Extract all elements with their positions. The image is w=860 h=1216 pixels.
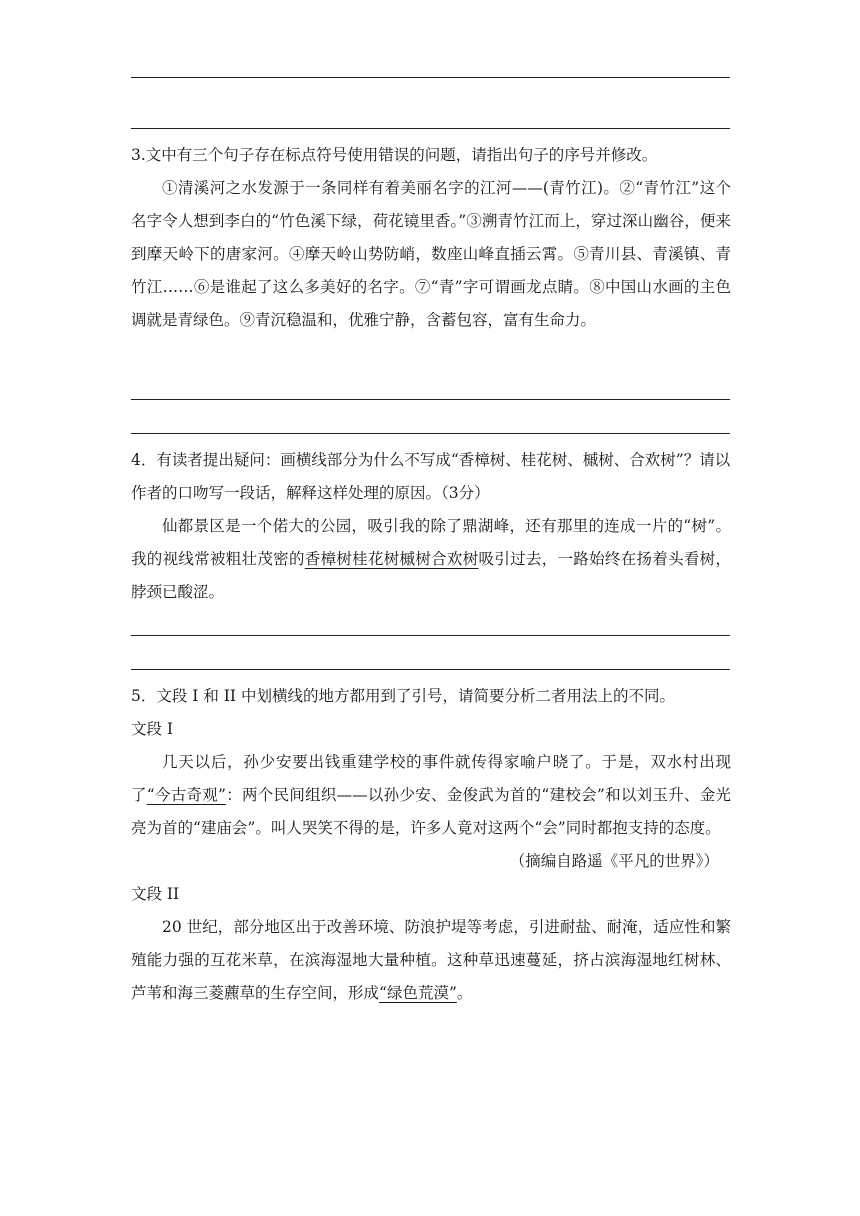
passage-text: 吸引过去，一路始终在扬着头看树，脖颈已酸涩。 — [131, 550, 731, 601]
passage-text: 。 — [456, 984, 473, 1002]
answer-line — [131, 433, 730, 434]
answer-line — [131, 669, 730, 670]
passage-text: 仙都景区是一个偌大的公园，吸引我的除了鼎湖峰，还有那里的连成一片的“树”。我的视线常被粗壮茂密的 — [131, 517, 731, 568]
question-4-prompt: 4．有读者提出疑问：画横线部分为什么不写成“香樟树、桂花树、槭树、合欢树”？请以作者的口吻写一段话，解释这样处理的原因。（3分） — [131, 451, 731, 502]
question-5-prompt: 5．文段 I 和 II 中划横线的地方都用到了引号，请简要分析二者用法上的不同。 — [131, 687, 675, 705]
passage-label-2: 文段 II — [131, 885, 180, 903]
answer-line — [131, 635, 730, 636]
passage-label-1: 文段 I — [131, 720, 174, 738]
passage-1 — [131, 746, 731, 845]
question-4-passage — [131, 510, 731, 609]
underlined-phrase: “今古奇观” — [146, 786, 226, 804]
passage-2 — [131, 911, 731, 1010]
question-3 — [131, 139, 731, 337]
answer-line — [131, 399, 730, 400]
passage-text: 几天以后，孙少安要出钱重建学校的事件就传得家喻户晓了。于是，双水村出现了 — [131, 753, 731, 804]
passage-text: ：两个民间组织——以孙少安、金俊武为首的“建校会”和以刘玉升、金光亮为首的“建庙会”。叫人哭笑不得的是，许多人竟对这两个“会”同时都抱支持的态度。 — [131, 786, 731, 837]
passage-text: 20 世纪，部分地区出于改善环境、防浪护堤等考虑，引进耐盐、耐淹，适应性和繁殖能力强的互花米草，在滨海湿地大量种植。这种草迅速蔓延，挤占滨海湿地红树林、芦苇和海三菱藨草的生存空间，形成 — [131, 918, 731, 1002]
question-3-prompt: 3.文中有三个句子存在标点符号使用错误的问题，请指出句子的序号并修改。 — [131, 146, 658, 164]
underlined-phrase: 香樟树桂花树槭树合欢树 — [304, 550, 479, 568]
answer-line — [131, 128, 730, 129]
answer-line — [131, 77, 730, 78]
passage-1-source: （摘编自路遥《平凡的世界》） — [509, 852, 719, 870]
underlined-phrase: “绿色荒漠” — [379, 984, 457, 1002]
question-5 — [131, 680, 731, 1010]
question-3-passage: ①清溪河之水发源于一条同样有着美丽名字的江河——(青竹江)。②“青竹江”这个名字令人想到李白的“竹色溪下绿，荷花镜里香。”③溯青竹江而上，穿过深山幽谷，便来到摩天岭下的唐家河。④摩天岭山势防峭，数座山峰直插云霄。⑤青川县、青溪镇、青竹江……⑥是谁起了这么多美好的名字。⑦“青”字可谓画龙点睛。⑧中国山水画的主色调就是青绿色。⑨青沉稳温和，优雅宁静，含蓄包容，富有生命力。 — [131, 179, 731, 329]
question-4 — [131, 444, 731, 609]
